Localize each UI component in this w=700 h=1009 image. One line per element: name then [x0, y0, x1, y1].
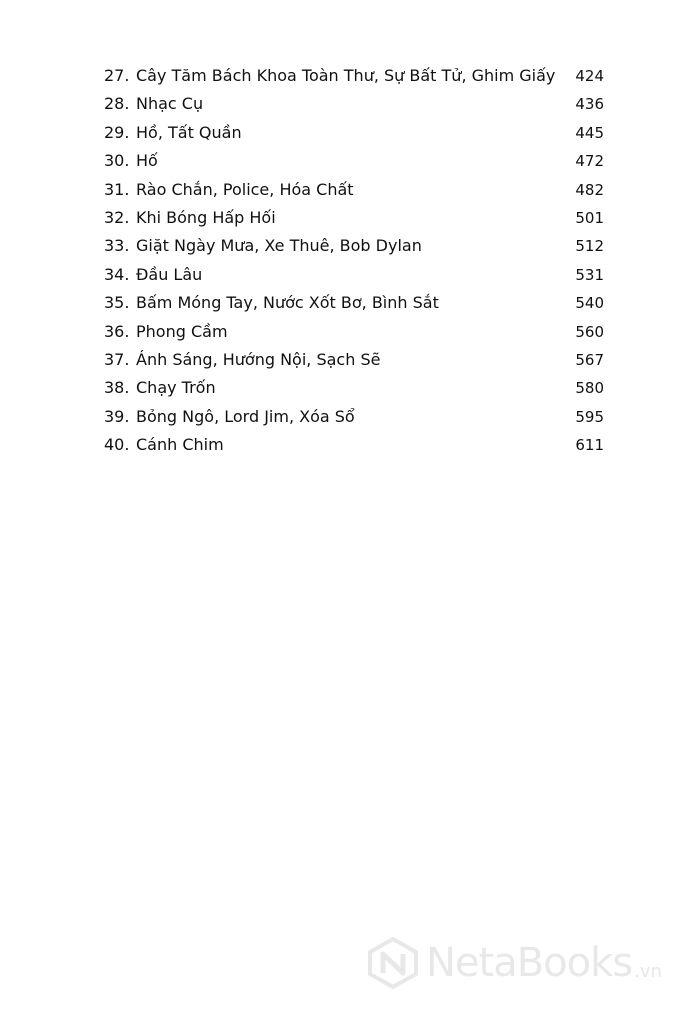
- netabooks-logo-icon: [366, 936, 420, 990]
- toc-entry-page: 611: [575, 436, 604, 455]
- toc-entry-29: [104, 119, 604, 147]
- toc-entry-page: 567: [575, 350, 604, 369]
- toc-entry-title: Khi Bóng Hấp Hối: [136, 207, 276, 227]
- toc-entry-title: Hố: [136, 151, 158, 171]
- toc-entry-30: [104, 147, 604, 175]
- toc-entry-page: 540: [575, 294, 604, 313]
- toc-entry-page: 560: [575, 322, 604, 341]
- toc-entry-page: 436: [575, 95, 604, 114]
- toc-entry-page: 595: [575, 407, 604, 426]
- toc-entry-page: 424: [575, 67, 604, 85]
- toc-entry-38: [104, 374, 604, 402]
- toc-entry-title: Ánh Sáng, Hướng Nội, Sạch Sẽ: [136, 349, 381, 369]
- netabooks-watermark: [366, 934, 662, 992]
- toc-entry-page: 501: [575, 208, 604, 227]
- toc-entry-page: 580: [575, 379, 604, 398]
- toc-entry-number: 38.: [104, 378, 130, 398]
- toc-entry-number: 32.: [104, 207, 130, 227]
- toc-entry-number: 39.: [104, 406, 130, 426]
- toc-entry-39: [104, 403, 604, 431]
- toc-entry-31: [104, 176, 604, 204]
- toc-entry-page: 445: [575, 123, 604, 142]
- toc-entry-title: Giặt Ngày Mưa, Xe Thuê, Bob Dylan: [136, 236, 422, 256]
- watermark-tld: .vn: [634, 961, 662, 982]
- toc-entry-35: [104, 289, 604, 317]
- table-of-contents: [104, 62, 604, 459]
- toc-entry-number: 30.: [104, 151, 130, 171]
- toc-entry-title: Bỏng Ngô, Lord Jim, Xóa Sổ: [136, 406, 355, 426]
- toc-entry-page: 512: [575, 237, 604, 256]
- toc-entry-page: 531: [575, 265, 604, 284]
- toc-entry-number: 34.: [104, 264, 130, 284]
- toc-entry-number: 28.: [104, 94, 130, 114]
- toc-entry-number: 27.: [104, 66, 130, 85]
- toc-entry-page: 472: [575, 152, 604, 171]
- toc-entry-33: [104, 232, 604, 260]
- toc-entry-36: [104, 318, 604, 346]
- toc-entry-32: [104, 204, 604, 232]
- toc-entry-34: [104, 261, 604, 289]
- toc-entry-number: 37.: [104, 349, 130, 369]
- toc-entry-number: 36.: [104, 321, 130, 341]
- toc-entry-title: Hồ, Tất Quần: [136, 122, 242, 142]
- toc-entry-page: 482: [575, 180, 604, 199]
- toc-entry-title: Chạy Trốn: [136, 378, 216, 398]
- toc-entry-40: [104, 431, 604, 459]
- toc-entry-number: 29.: [104, 122, 130, 142]
- watermark-brand: NetaBooks: [426, 940, 633, 986]
- toc-entry-title: Nhạc Cụ: [136, 94, 204, 114]
- toc-entry-title: Rào Chắn, Police, Hóa Chất: [136, 179, 354, 199]
- toc-entry-27: [104, 62, 604, 90]
- toc-entry-title: Cánh Chim: [136, 435, 224, 455]
- toc-entry-title: Đầu Lâu: [136, 264, 203, 284]
- toc-entry-number: 33.: [104, 236, 130, 256]
- toc-entry-37: [104, 346, 604, 374]
- toc-entry-number: 35.: [104, 293, 130, 313]
- toc-entry-number: 40.: [104, 435, 130, 455]
- toc-entry-title: Bấm Móng Tay, Nước Xốt Bơ, Bình Sắt: [136, 293, 439, 313]
- toc-entry-number: 31.: [104, 179, 130, 199]
- toc-entry-title: Cây Tăm Bách Khoa Toàn Thư, Sự Bất Tử, Ghim Giấy: [136, 66, 556, 85]
- toc-entry-28: [104, 90, 604, 118]
- toc-entry-title: Phong Cầm: [136, 321, 228, 341]
